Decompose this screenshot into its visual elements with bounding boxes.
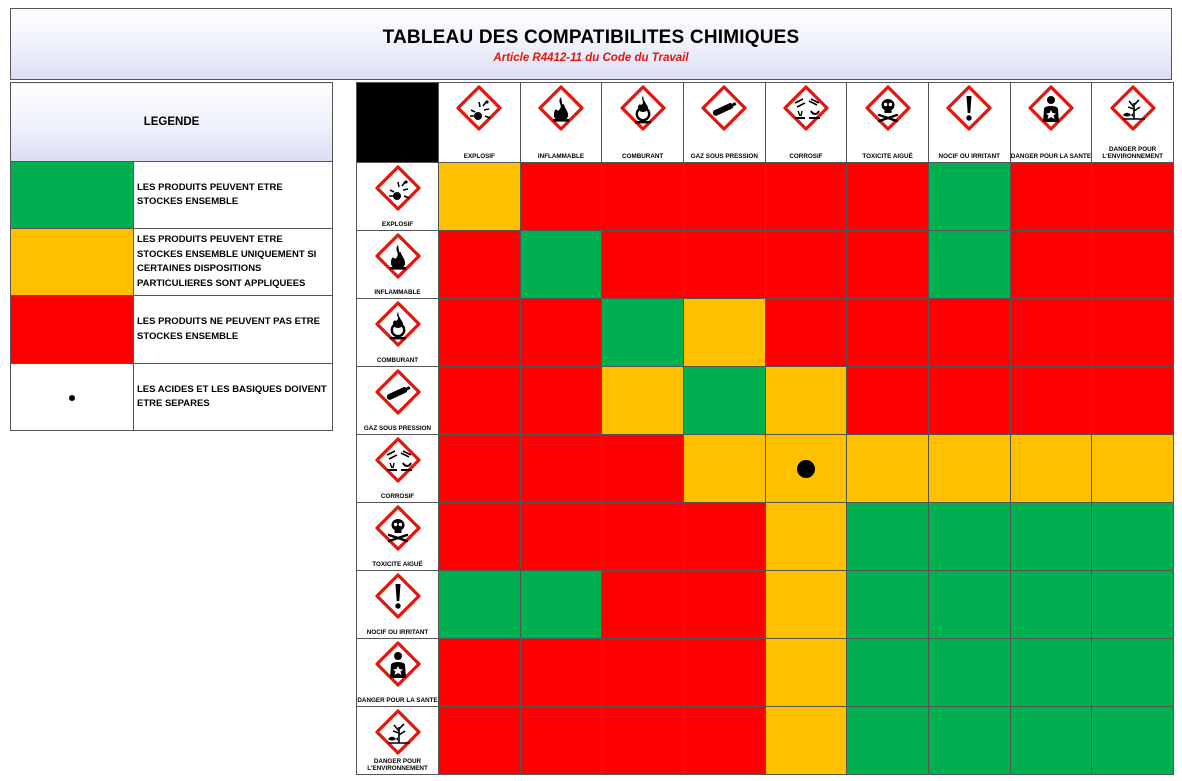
compatibility-cell [602,367,684,435]
column-header-label: CORROSIF [789,153,823,160]
compatibility-cell [1092,163,1174,231]
legend-swatch-yellow [11,229,134,296]
acid-base-dot-icon [797,460,815,478]
legend-text-yellow: LES PRODUITS PEUVENT ETRE STOCKES ENSEMBLE UNIQUEMENT SI CERTAINES DISPOSITIONS PARTICULIERES SONT APPLIQUEES [134,229,333,296]
page-header [10,8,1172,80]
compatibility-cell [1092,707,1174,775]
legend-text-red: LES PRODUITS NE PEUVENT PAS ETRE STOCKES ENSEMBLE [134,296,333,364]
row-header-label: DANGER POUR L'ENVIRONNEMENT [367,758,428,772]
compatibility-cell [439,571,521,639]
compatibility-cell [520,571,602,639]
exploding-bomb-icon [456,85,502,131]
compatibility-cell [439,231,521,299]
compatibility-cell [683,231,765,299]
compatibility-cell [928,503,1010,571]
compatibility-cell [439,639,521,707]
compatibility-cell [683,503,765,571]
compatibility-cell [602,707,684,775]
compatibility-cell [520,367,602,435]
compatibility-cell [439,367,521,435]
row-header-label: INFLAMMABLE [374,289,421,296]
flame-over-circle-icon [620,85,666,131]
environment-icon [375,709,421,755]
legend-swatch-green [11,162,134,229]
exclamation-mark-icon [946,85,992,131]
compatibility-cell [928,299,1010,367]
column-header-label: INFLAMMABLE [537,153,585,160]
compatibility-cell [439,707,521,775]
row-header-label: TOXICITE AIGUË [372,561,423,568]
compatibility-cell [765,503,847,571]
compatibility-cell [765,163,847,231]
compatibility-cell [602,231,684,299]
column-header [765,83,847,163]
compatibility-cell [847,503,929,571]
compatibility-cell [928,639,1010,707]
compatibility-cell [439,299,521,367]
row-header [357,503,439,571]
health-hazard-icon [375,641,421,687]
compatibility-cell [520,299,602,367]
compatibility-cell [847,163,929,231]
column-header-label: GAZ SOUS PRESSION [690,153,758,160]
compatibility-cell [683,435,765,503]
compatibility-cell [765,707,847,775]
row-header [357,639,439,707]
compatibility-cell [928,435,1010,503]
compatibility-cell [765,231,847,299]
column-header [439,83,521,163]
compatibility-cell [765,367,847,435]
gas-cylinder-icon [701,85,747,131]
compatibility-cell [602,639,684,707]
column-header-label: EXPLOSIF [463,153,495,160]
compatibility-cell [928,163,1010,231]
compatibility-cell [683,571,765,639]
compatibility-cell [602,571,684,639]
compatibility-cell [1010,571,1092,639]
column-header [683,83,765,163]
compatibility-cell [847,707,929,775]
matrix-corner [357,83,439,163]
flame-icon [538,85,584,131]
compatibility-cell [847,231,929,299]
compatibility-cell [1010,503,1092,571]
flame-icon [375,233,421,279]
column-header [520,83,602,163]
row-header-label: DANGER POUR LA SANTE [357,697,438,704]
column-header [928,83,1010,163]
compatibility-cell [1010,435,1092,503]
page-title: TABLEAU DES COMPATIBILITES CHIMIQUES [382,27,800,48]
column-header-label: DANGER POUR L'ENVIRONNEMENT [1102,146,1163,160]
compatibility-cell [520,163,602,231]
row-header-label: EXPLOSIF [381,221,414,228]
row-header [357,163,439,231]
compatibility-cell [602,299,684,367]
compatibility-cell [1092,231,1174,299]
compatibility-cell [1010,163,1092,231]
flame-over-circle-icon [375,301,421,347]
legend-swatch-red [11,296,134,364]
compatibility-cell [520,435,602,503]
compatibility-cell [520,639,602,707]
compatibility-cell [520,503,602,571]
compatibility-cell [1010,367,1092,435]
compatibility-cell [1010,639,1092,707]
column-header [1010,83,1092,163]
column-header [1092,83,1174,163]
compatibility-cell [520,707,602,775]
row-header [357,707,439,775]
legend-text-green: LES PRODUITS PEUVENT ETRE STOCKES ENSEMBLE [134,162,333,229]
compatibility-cell [847,639,929,707]
legend-text-dot: LES ACIDES ET LES BASIQUES DOIVENT ETRE SEPARES [134,364,333,431]
compatibility-cell [1092,299,1174,367]
compatibility-cell [1010,231,1092,299]
column-header-label: TOXICITE AIGUË [862,153,913,160]
compatibility-cell [602,435,684,503]
compatibility-cell [928,231,1010,299]
compatibility-cell [683,707,765,775]
legend-swatch-dot [11,364,134,431]
compatibility-cell [765,639,847,707]
compatibility-cell [847,367,929,435]
column-header-label: NOCIF OU IRRITANT [938,153,1000,160]
compatibility-matrix [356,82,1174,775]
legend-heading: LEGENDE [11,83,333,162]
compatibility-cell [520,231,602,299]
column-header [602,83,684,163]
compatibility-cell [602,163,684,231]
compatibility-cell [683,299,765,367]
compatibility-cell [765,435,847,503]
compatibility-cell [847,571,929,639]
compatibility-cell [439,163,521,231]
column-header-label: DANGER POUR LA SANTE [1010,153,1092,160]
compatibility-cell [1092,367,1174,435]
compatibility-cell [1092,639,1174,707]
row-header [357,231,439,299]
compatibility-cell [602,503,684,571]
corrosion-icon [375,437,421,483]
compatibility-cell [847,299,929,367]
compatibility-cell [683,367,765,435]
gas-cylinder-icon [375,369,421,415]
row-header [357,367,439,435]
row-header-label: NOCIF OU IRRITANT [366,629,429,636]
row-header-label: GAZ SOUS PRESSION [363,425,432,432]
skull-crossbones-icon [375,505,421,551]
compatibility-cell [847,435,929,503]
legend-table [10,82,333,431]
compatibility-cell [683,163,765,231]
compatibility-cell [1010,299,1092,367]
compatibility-cell [1092,571,1174,639]
compatibility-cell [439,435,521,503]
row-header [357,299,439,367]
compatibility-cell [928,571,1010,639]
compatibility-cell [1010,707,1092,775]
environment-icon [1110,85,1156,131]
compatibility-cell [765,299,847,367]
exploding-bomb-icon [375,165,421,211]
skull-crossbones-icon [865,85,911,131]
column-header [847,83,929,163]
health-hazard-icon [1028,85,1074,131]
column-header-label: COMBURANT [622,153,664,160]
row-header-label: COMBURANT [376,357,419,364]
compatibility-cell [439,503,521,571]
compatibility-cell [1092,435,1174,503]
compatibility-cell [683,639,765,707]
row-header [357,571,439,639]
row-header [357,435,439,503]
corrosion-icon [783,85,829,131]
page-subtitle: Article R4412-11 du Code du Travail [493,52,689,64]
compatibility-cell [1092,503,1174,571]
compatibility-cell [928,707,1010,775]
acid-base-dot-icon [69,395,75,401]
exclamation-mark-icon [375,573,421,619]
compatibility-cell [928,367,1010,435]
row-header-label: CORROSIF [380,493,415,500]
compatibility-cell [765,571,847,639]
